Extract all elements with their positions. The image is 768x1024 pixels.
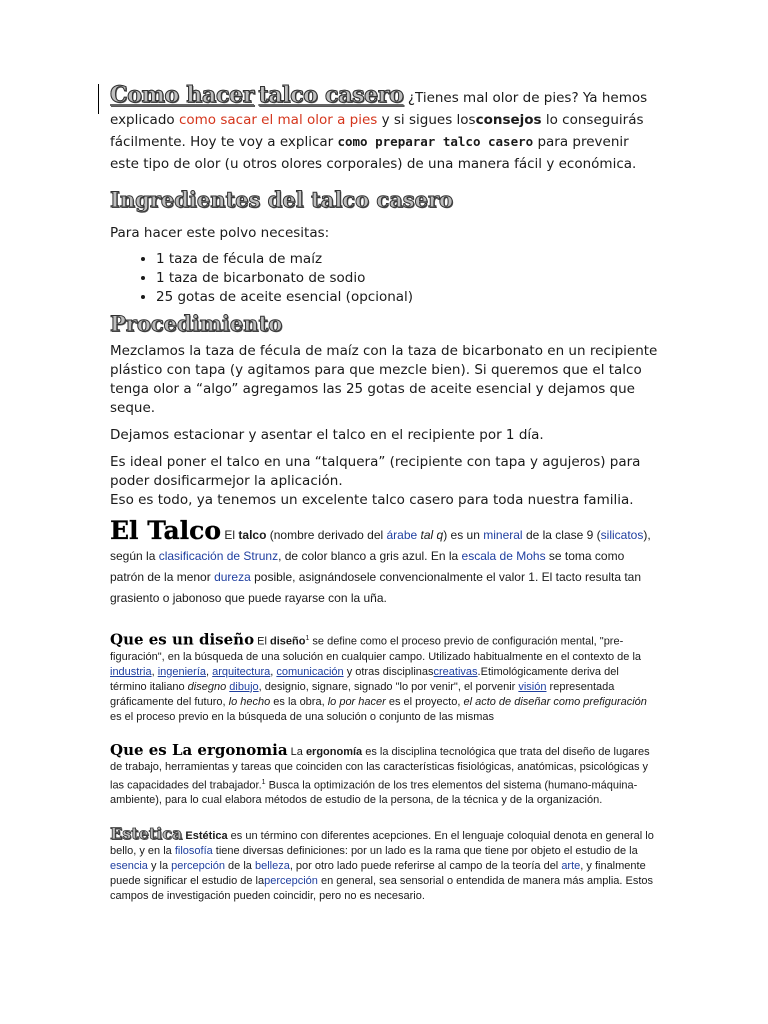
talco-paragraph [110, 516, 658, 609]
ergonomia-bold: ergonomía [305, 745, 363, 758]
diseno-italic: disegno [187, 680, 227, 693]
diseno-text: .Etimológicamente deriva del término italiano [110, 665, 619, 693]
ingredients-heading: Ingredientes del talco casero [110, 187, 454, 212]
link-esencia[interactable]: esencia [110, 860, 148, 873]
diseno-bold: diseño [269, 635, 306, 648]
list-item: • 1 taza de fécula de maíz [156, 250, 658, 269]
intro-text-c: lo conseguirás fácilmente. Hoy te voy a explicar [110, 112, 644, 150]
estetica-text: , por otro lado puede referirse al campo de la teoría del [289, 860, 562, 873]
procedure-p3b: Eso es todo, ya tenemos un excelente talco casero para toda nuestra familia. [110, 492, 634, 508]
estetica-text: , y finalmente puede significar el estudio de la [110, 860, 646, 888]
link-ingenieria[interactable]: ingeniería [157, 665, 207, 678]
diseno-heading: Que es un diseño [110, 630, 255, 649]
diseno-text: es el proyecto, [385, 695, 464, 708]
ingredients-list [110, 250, 658, 307]
intro-text-b: y si sigues los [377, 112, 476, 128]
diseno-text: y otras disciplinas [343, 665, 434, 678]
intro-paragraph [110, 84, 658, 175]
link-arabe[interactable]: árabe [386, 528, 418, 542]
talco-text: , de color blanco a gris azul. En la [278, 549, 462, 563]
intro-text-d: para prevenir este tipo de olor (u otros olores corporales) de una manera fácil y económica. [110, 134, 637, 172]
link-arquitectura[interactable]: arquitectura [212, 665, 271, 678]
diseno-text: es la obra, [270, 695, 328, 708]
procedure-p3a: Es ideal poner el talco en una “talquera” (recipiente con tapa y agujeros) para poder dosificarmejor la aplicación. [110, 454, 641, 489]
footnote-ref[interactable]: 1 [305, 635, 310, 642]
list-item: • 25 gotas de aceite esencial (opcional) [156, 288, 658, 307]
procedure-heading: Procedimiento [110, 311, 283, 336]
diseno-text: El [254, 635, 270, 648]
talco-text: se toma como patrón de la menor [110, 549, 625, 584]
intro-title-part1: Como hacer [110, 82, 255, 108]
link-percepcion-2[interactable]: percepción [264, 875, 318, 888]
link-percepcion[interactable]: percepción [171, 860, 225, 873]
estetica-text: tiene diversas definiciones: por un lado es la rama que tiene por objeto el estudio de la [212, 845, 638, 858]
diseno-text: , designio, signare, signado "lo por venir", el porvenir [258, 680, 519, 693]
intro-title-part2: talco casero [258, 82, 404, 108]
ergonomia-text: es la disciplina tecnológica que trata del diseño de lugares de trabajo, herramientas y tareas que coinciden con las características fisiológicas, anatómicas, psicológicas y las capacidades del trabajador. [110, 745, 650, 792]
estetica-heading: Estetica [110, 824, 183, 844]
talco-italic: tal q [417, 528, 444, 542]
link-silicatos[interactable]: silicatos [600, 528, 644, 542]
link-belleza[interactable]: belleza [254, 860, 290, 873]
ergonomia-text: La [287, 745, 306, 758]
estetica-text: en general, sea sensorial o entendida de manera más amplia. Estos campos de investigación pueden coincidir, pero no es necesario. [110, 875, 654, 903]
diseno-paragraph [110, 631, 658, 725]
link-strunz[interactable]: clasificación de Strunz [158, 549, 279, 563]
link-dibujo[interactable]: dibujo [229, 680, 259, 693]
talco-text: El [221, 528, 239, 542]
talco-text: ), según la [110, 528, 651, 563]
ergonomia-text: Busca la optimización de los tres elementos del sistema (humano-máquina-ambiente), para lo cual elabora métodos de estudio de la persona, de la técnica y de la organización. [110, 779, 638, 807]
ergonomia-paragraph [110, 740, 658, 809]
diseno-text: , [151, 665, 158, 678]
intro-bold-b: consejos [475, 112, 542, 128]
diseno-text: , [206, 665, 213, 678]
talco-text: de la clase 9 ( [522, 528, 601, 542]
diseno-italic: lo por hacer [327, 695, 386, 708]
document-page [110, 84, 658, 904]
link-arte[interactable]: arte [561, 860, 581, 873]
procedure-p1: Mezclamos la taza de fécula de maíz con la taza de bicarbonato en un recipiente plástico con tapa (y agitamos para que mezcle bien). Si queremos que el talco tenga olor a “algo” agregamos las 25 gotas de aceite esencial y dejamos que seque. [110, 343, 658, 416]
diseno-text: representada gráficamente del futuro, [110, 680, 615, 708]
link-dureza[interactable]: dureza [214, 570, 251, 584]
footnote-ref[interactable]: 1 [261, 778, 266, 786]
ingredients-lead: Para hacer este polvo necesitas: [110, 225, 330, 241]
diseno-italic: el acto de diseñar como prefiguración [463, 695, 647, 708]
talco-text: ) es un [443, 528, 484, 542]
estetica-bold: Estética [185, 830, 228, 843]
link-mal-olor[interactable]: como sacar el mal olor a pies [178, 112, 378, 128]
talco-text: posible, asignándosele convencionalmente el valor 1. El tacto resulta tan grasiento o jabonoso que puede rayarse con la uña. [110, 570, 642, 605]
talco-heading: El Talco [110, 516, 222, 545]
link-vision[interactable]: visión [518, 680, 547, 693]
link-filosofia[interactable]: filosofía [174, 845, 213, 858]
diseno-text: se define como el proceso previo de configuración mental, "pre-figuración", en la búsqueda de una solución en cualquier campo. Utilizado habitualmente en el contexto de la [110, 635, 642, 663]
estetica-text: de la [224, 860, 255, 873]
intro-bold-c: como preparar talco casero [337, 134, 534, 149]
intro-text-a: ¿Tienes mal olor de pies? Ya hemos explicado [110, 90, 648, 128]
talco-text: (nombre derivado del [266, 528, 387, 542]
diseno-italic: lo hecho [228, 695, 271, 708]
procedure-p2: Dejamos estacionar y asentar el talco en el recipiente por 1 día. [110, 427, 544, 443]
diseno-text: es el proceso previo en la búsqueda de una solución o conjunto de las mismas [110, 710, 495, 723]
talco-bold: talco [238, 528, 267, 542]
link-industria[interactable]: industria [110, 665, 152, 678]
link-mohs[interactable]: escala de Mohs [461, 549, 546, 563]
link-mineral[interactable]: mineral [483, 528, 523, 542]
estetica-text: es un término con diferentes acepciones. En el lenguaje coloquial denota en general lo bello, y en la [110, 830, 654, 858]
link-comunicacion[interactable]: comunicación [276, 665, 344, 678]
list-item: • 1 taza de bicarbonato de sodio [156, 269, 658, 288]
diseno-text: , [270, 665, 277, 678]
text-cursor [98, 84, 99, 114]
link-creativas[interactable]: creativas [433, 665, 478, 678]
ergonomia-heading: Que es La ergonomia [110, 740, 288, 759]
estetica-paragraph [110, 826, 658, 904]
estetica-text: y la [147, 860, 172, 873]
